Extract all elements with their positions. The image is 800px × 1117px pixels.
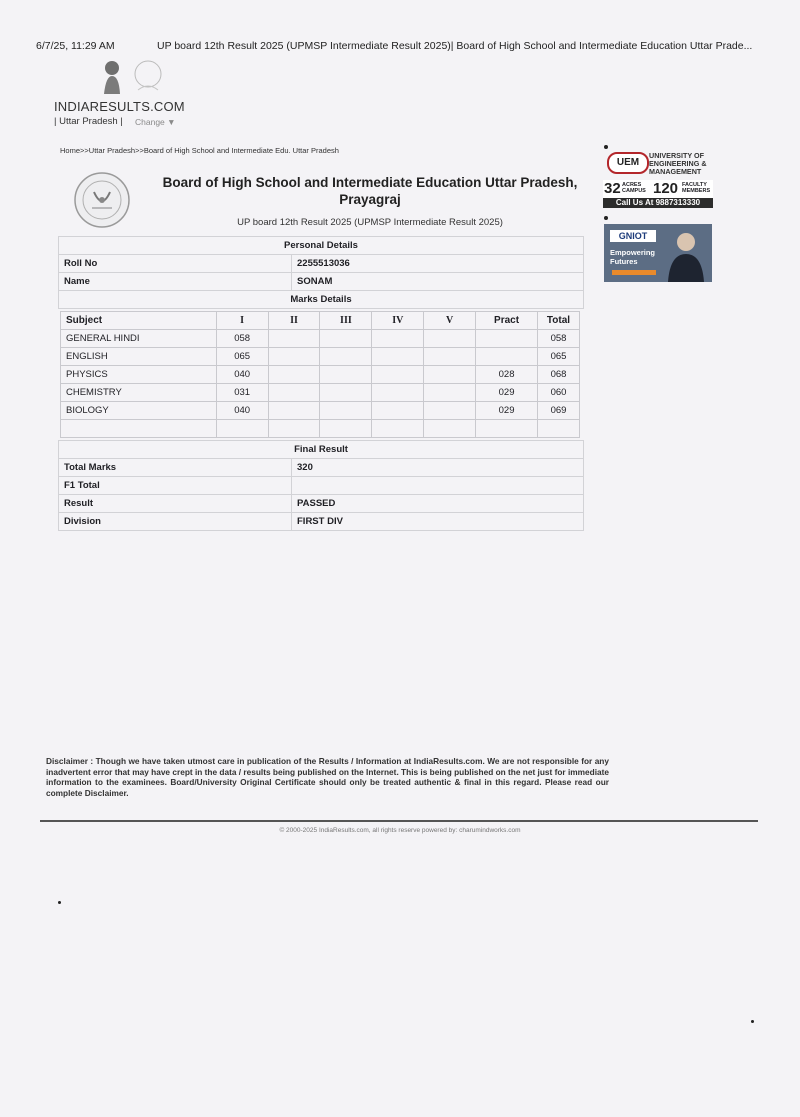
paper-cell: 040 [216, 366, 268, 384]
table-row [61, 384, 580, 402]
disclaimer [46, 756, 609, 798]
chevron-down-icon: ▼ [167, 117, 176, 127]
total-marks-value: 320 [292, 459, 584, 477]
paper-cell [268, 330, 320, 348]
total-cell: 060 [538, 384, 580, 402]
name-value: SONAM [292, 273, 584, 291]
paper-cell [268, 420, 320, 438]
paper-cell [320, 384, 372, 402]
paper-cell [372, 348, 424, 366]
roll-no-label: Roll No [59, 255, 292, 273]
subject-cell: GENERAL HINDI [61, 330, 217, 348]
paper-cell [268, 366, 320, 384]
uem-call-banner: Call Us At 9887313330 [603, 198, 713, 208]
paper-cell: 058 [216, 330, 268, 348]
total-marks-label: Total Marks [59, 459, 292, 477]
footer-divider [40, 820, 758, 822]
subject-cell: PHYSICS [61, 366, 217, 384]
result-label: Result [59, 495, 292, 513]
disclaimer-text: Disclaimer : Though we have taken utmost care in publication of the Results / Information at IndiaResults.com. We are not responsible for any inadvertent error that may have crept in the data / results being published on the Internet. This is being published on the net just for immediate information to the examinees. Board/University Original Certificate should only be treated authentic & final in this regard. Please read our complete [46, 756, 609, 798]
uem-acres-number: 32 [604, 180, 621, 197]
site-logo-text[interactable]: INDIARESULTS.COM [54, 99, 185, 114]
f1-total-label: F1 Total [59, 477, 292, 495]
pract-cell: 028 [476, 366, 538, 384]
f1-total-value [292, 477, 584, 495]
col-paper-5: V [424, 312, 476, 330]
marks-details-heading: Marks Details [59, 291, 584, 309]
table-row [61, 348, 580, 366]
paper-cell [268, 384, 320, 402]
result-value: PASSED [292, 495, 584, 513]
col-paper-4: IV [372, 312, 424, 330]
roll-no-value: 2255513036 [292, 255, 584, 273]
person-photo-icon [664, 228, 708, 282]
table-row [61, 366, 580, 384]
personal-details-table [58, 236, 584, 309]
board-title-line1: Board of High School and Intermediate Education Uttar Pradesh, [162, 175, 578, 190]
uem-stats [603, 180, 713, 198]
pract-cell [476, 420, 538, 438]
subject-cell [61, 420, 217, 438]
uem-name: UNIVERSITY OF ENGINEERING & MANAGEMENT [649, 151, 707, 176]
table-row [61, 402, 580, 420]
gniot-cta-bar [612, 270, 656, 275]
paper-cell [372, 420, 424, 438]
gniot-tagline: Empowering Futures [610, 248, 656, 266]
subject-cell: CHEMISTRY [61, 384, 217, 402]
paper-cell: 040 [216, 402, 268, 420]
paper-cell [320, 420, 372, 438]
paper-cell [268, 348, 320, 366]
paper-cell [424, 348, 476, 366]
pract-cell [476, 330, 538, 348]
col-paper-2: II [268, 312, 320, 330]
gniot-logo: GNIOT [610, 230, 656, 242]
table-row [61, 420, 580, 438]
paper-cell [424, 330, 476, 348]
paper-cell: 065 [216, 348, 268, 366]
total-cell: 058 [538, 330, 580, 348]
bullet-icon [604, 145, 608, 149]
total-cell: 065 [538, 348, 580, 366]
paper-cell [424, 366, 476, 384]
col-paper-1: I [216, 312, 268, 330]
site-logo-icon[interactable] [98, 58, 176, 98]
paper-cell [216, 420, 268, 438]
division-label: Division [59, 513, 292, 531]
change-state-link[interactable] [135, 117, 176, 127]
paper-cell [424, 402, 476, 420]
paper-cell [372, 366, 424, 384]
board-title [160, 174, 580, 208]
breadcrumb-board[interactable]: Board of High School and Intermediate Edu. Uttar Pradesh [143, 146, 339, 155]
paper-cell [320, 366, 372, 384]
subject-cell: BIOLOGY [61, 402, 217, 420]
final-result-table [58, 440, 584, 531]
total-cell: 069 [538, 402, 580, 420]
paper-cell [268, 402, 320, 420]
breadcrumb-sep: >> [135, 146, 144, 155]
scan-dot [58, 901, 61, 904]
paper-cell: 031 [216, 384, 268, 402]
board-title-line2: Prayagraj [339, 192, 401, 207]
disclaimer-link[interactable]: Disclaimer. [84, 787, 129, 798]
breadcrumb-state[interactable]: Uttar Pradesh [88, 146, 136, 155]
uem-acres-text: ACRES CAMPUS [622, 182, 646, 194]
uem-logo: UEM [607, 152, 649, 174]
scan-dot [751, 1020, 754, 1023]
pract-cell [476, 348, 538, 366]
marks-header-row [61, 312, 580, 330]
table-row [61, 330, 580, 348]
total-cell: 068 [538, 366, 580, 384]
total-cell [538, 420, 580, 438]
print-datetime: 6/7/25, 11:29 AM [36, 40, 115, 52]
name-label: Name [59, 273, 292, 291]
print-page-title: UP board 12th Result 2025 (UPMSP Intermediate Result 2025)| Board of High School and Intermediate Education Uttar Prade... [157, 40, 753, 52]
breadcrumb-home[interactable]: Home [60, 146, 81, 155]
personal-details-heading: Personal Details [59, 237, 584, 255]
paper-cell [320, 348, 372, 366]
uem-faculty-text: FACULTY MEMBERS [682, 182, 711, 194]
paper-cell [424, 384, 476, 402]
pract-cell: 029 [476, 384, 538, 402]
col-subject: Subject [61, 312, 217, 330]
paper-cell [320, 402, 372, 420]
paper-cell [372, 384, 424, 402]
division-value: FIRST DIV [292, 513, 584, 531]
gniot-advertisement[interactable] [604, 224, 712, 282]
result-subtitle: UP board 12th Result 2025 (UPMSP Intermediate Result 2025) [237, 217, 503, 228]
paper-cell [372, 330, 424, 348]
col-total: Total [538, 312, 580, 330]
footer-copyright: © 2000-2025 IndiaResults.com, all rights reserve powered by: charumindworks.com [279, 827, 521, 834]
breadcrumb [60, 146, 339, 155]
breadcrumb-sep: >> [80, 146, 89, 155]
col-pract: Pract [476, 312, 538, 330]
final-result-heading: Final Result [59, 441, 584, 459]
subject-cell: ENGLISH [61, 348, 217, 366]
paper-cell [372, 402, 424, 420]
marks-table [60, 311, 580, 438]
bullet-icon [604, 216, 608, 220]
uem-faculty-number: 120 [653, 180, 679, 197]
paper-cell [424, 420, 476, 438]
paper-cell [320, 330, 372, 348]
change-label: Change [135, 117, 165, 127]
pract-cell: 029 [476, 402, 538, 420]
col-paper-3: III [320, 312, 372, 330]
state-label: | Uttar Pradesh | [54, 116, 123, 127]
uem-advertisement[interactable] [603, 152, 713, 208]
board-seal-icon [70, 170, 134, 230]
